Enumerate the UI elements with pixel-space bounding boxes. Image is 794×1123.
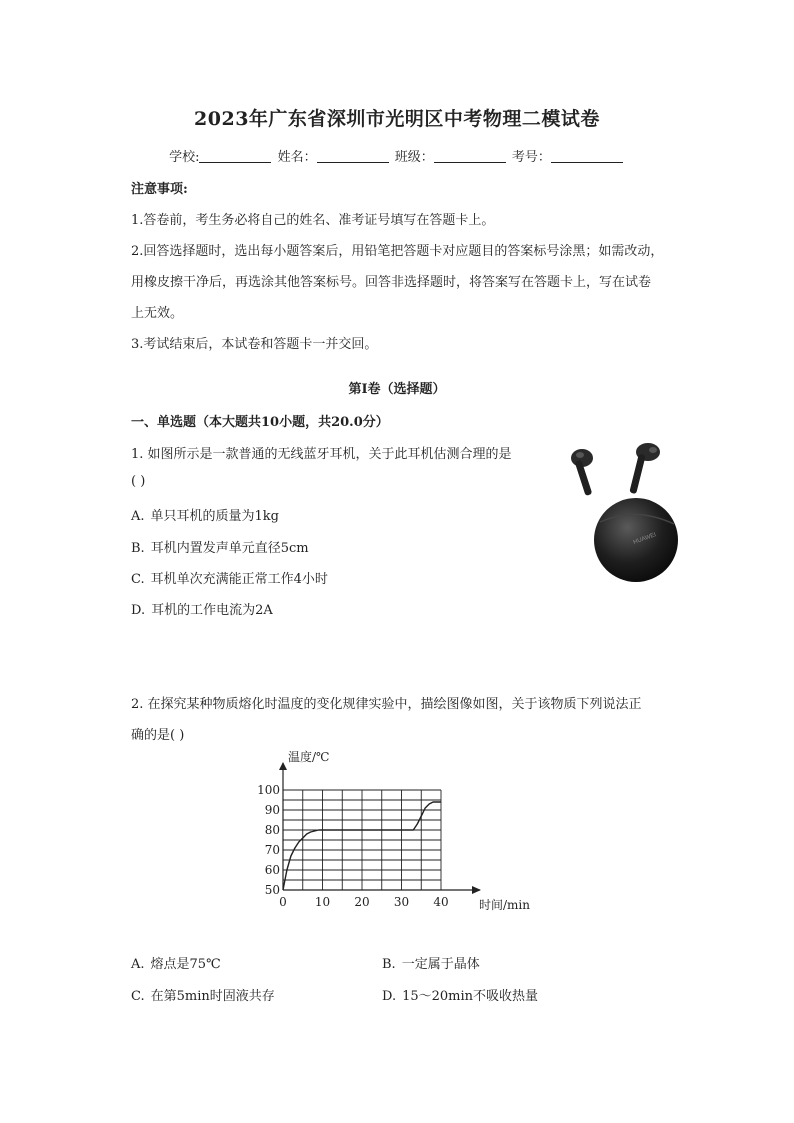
- q2-stem: 2. 在探究某种物质熔化时温度的变化规律实验中，描绘图像如图，关于该物质下列说法正: [131, 697, 642, 712]
- chart-grid: [283, 790, 441, 890]
- q2-option-c: [131, 985, 275, 1004]
- y-tick-label: 80: [264, 823, 280, 837]
- option-letter: C.: [131, 572, 145, 587]
- exam-no-blank: [551, 162, 623, 163]
- option-letter: D.: [382, 989, 397, 1004]
- name-blank: [317, 162, 389, 163]
- x-tick-label: 0: [279, 895, 287, 909]
- q1-stem-bracket: ( ): [131, 474, 146, 489]
- student-info-row: [0, 146, 794, 165]
- notice-item: 用橡皮擦干净后，再选涂其他答案标号。回答非选择题时，将答案写在答题卡上，写在试卷: [131, 275, 652, 290]
- notice-heading: 注意事项:: [131, 182, 188, 197]
- q2-stem-cont: 确的是( ): [131, 728, 185, 743]
- q2-option-d: [382, 985, 538, 1004]
- notice-item: 3.考试结束后，本试卷和答题卡一并交回。: [131, 337, 378, 352]
- option-letter: B.: [382, 957, 396, 972]
- y-tick-label: 60: [264, 863, 280, 877]
- option-text: 耳机单次充满能正常工作4小时: [150, 572, 328, 587]
- part-heading: 一、单选题（本大题共10小题，共20.0分）: [131, 415, 389, 430]
- option-text: 耳机内置发声单元直径5cm: [150, 541, 309, 556]
- exam-no-label: 考号：: [511, 150, 551, 165]
- q1-option-b: [131, 537, 309, 556]
- chart-axes: [279, 762, 481, 894]
- x-tick-label: 40: [433, 895, 449, 909]
- option-letter: D.: [131, 603, 146, 618]
- x-axis-arrow: [472, 886, 481, 894]
- class-label: 班级：: [394, 150, 434, 165]
- option-text: 耳机的工作电流为2A: [151, 603, 273, 618]
- q1-option-c: [131, 568, 328, 587]
- option-text: 单只耳机的质量为1kg: [150, 509, 280, 524]
- notice-item: 1.答卷前，考生务必将自己的姓名、准考证号填写在答题卡上。: [131, 213, 495, 228]
- earbuds-image: [560, 440, 680, 585]
- option-text: 一定属于晶体: [401, 957, 480, 972]
- school-blank: [199, 162, 271, 163]
- option-text: 熔点是75℃: [150, 957, 221, 972]
- class-blank: [434, 162, 506, 163]
- name-label: 姓名：: [277, 150, 317, 165]
- option-letter: C.: [131, 989, 145, 1004]
- q2-option-a: [131, 953, 221, 972]
- q1-option-d: [131, 599, 273, 618]
- x-axis-label: 时间/min: [479, 898, 530, 912]
- y-tick-label: 100: [257, 783, 280, 797]
- case-brand-text: HUAWEI: [632, 532, 658, 546]
- notice-item: 2.回答选择题时，选出每小题答案后，用铅笔把答题卡对应题目的答案标号涂黑；如需改动，: [131, 244, 664, 259]
- left-earbud: [571, 449, 593, 496]
- q1-stem: 1. 如图所示是一款普通的无线蓝牙耳机，关于此耳机估测合理的是: [131, 447, 512, 462]
- option-letter: A.: [131, 957, 145, 972]
- q1-option-a: [131, 505, 279, 524]
- page-title: 2023年广东省深圳市光明区中考物理二模试卷: [194, 108, 600, 130]
- x-tick-label: 30: [393, 895, 410, 909]
- option-letter: B.: [131, 541, 145, 556]
- right-earbud: [629, 443, 660, 494]
- melting-curve-chart: [255, 745, 545, 915]
- q2-option-b: [382, 953, 480, 972]
- notice-item: 上无效。: [131, 306, 184, 321]
- x-tick-label: 20: [354, 895, 370, 909]
- y-tick-label: 50: [264, 883, 280, 897]
- charging-case: [594, 498, 678, 582]
- option-letter: A.: [131, 509, 145, 524]
- y-tick-label: 70: [264, 843, 280, 857]
- y-axis-label: 温度/℃: [288, 750, 330, 764]
- y-tick-label: 90: [264, 803, 280, 817]
- school-label: 学校:: [169, 150, 200, 165]
- y-axis-arrow: [279, 762, 287, 770]
- section-title: 第I卷（选择题）: [348, 382, 446, 397]
- option-text: 在第5min时固液共存: [150, 989, 275, 1004]
- option-text: 15～20min不吸收热量: [402, 989, 539, 1004]
- x-tick-label: 10: [314, 895, 331, 909]
